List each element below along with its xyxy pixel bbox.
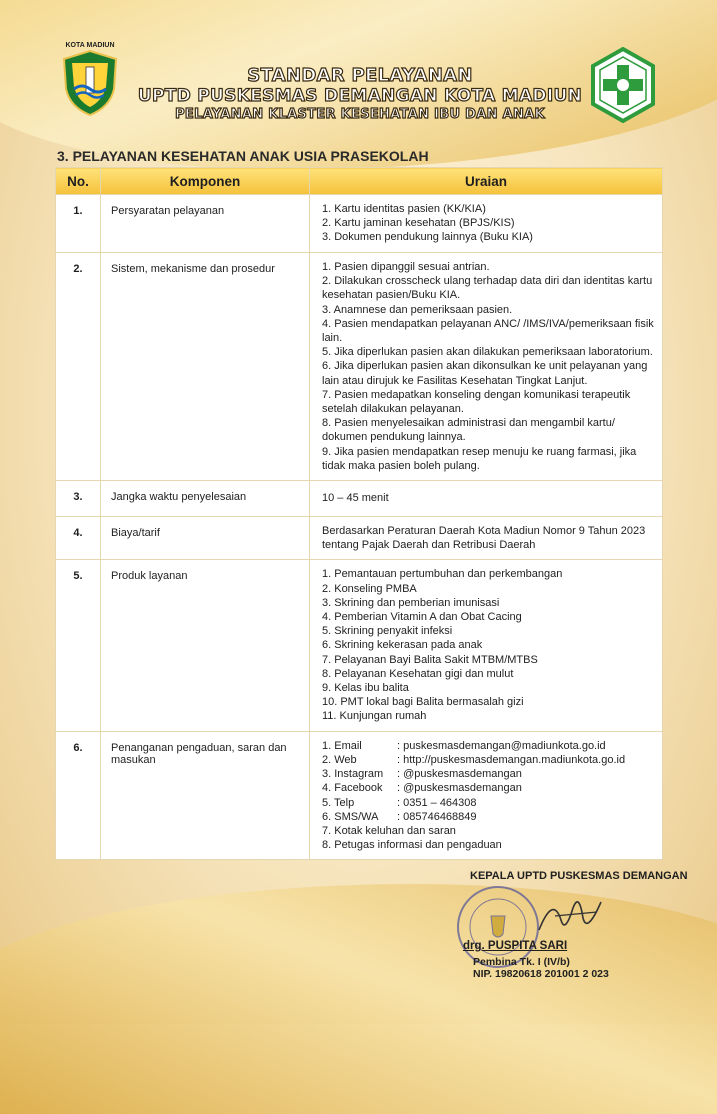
row-description — [310, 731, 663, 860]
logo-caption: KOTA MADIUN — [65, 42, 115, 49]
list-item: 9. Jika pasien mendapatkan resep menuju ke ruang farmasi, jika tidak maka pasien boleh pulang. — [322, 445, 637, 472]
contact-list — [322, 739, 656, 824]
column-header-komponen: Komponen — [101, 168, 310, 195]
list-item: 5. Jika diperlukan pasien akan dilakukan pemeriksaan laboratorium. — [322, 346, 653, 359]
contact-label-instagram: 3. Instagram — [322, 768, 384, 781]
list-item: 10. PMT lokal bagi Balita bermasalah gizi — [322, 696, 524, 709]
contact-label-smswa: 6. SMS/WA — [322, 810, 379, 823]
contact-label-telp: 5. Telp — [322, 796, 355, 809]
row-number: 6. — [56, 731, 101, 860]
row-number: 2. — [56, 253, 101, 481]
table-row — [56, 731, 663, 860]
list-item: 4. Pemberian Vitamin A dan Obat Cacing — [322, 611, 522, 624]
crest-icon — [60, 49, 120, 117]
table-header-row — [56, 168, 663, 195]
column-header-uraian: Uraian — [310, 168, 663, 195]
list-item: 5. Skrining penyakit infeksi — [322, 625, 453, 638]
list-item: 3. Dokumen pendukung lainnya (Buku KIA) — [322, 231, 533, 244]
contact-label-web: 2. Web — [322, 753, 357, 766]
row-description — [310, 253, 663, 481]
row-component: Produk layanan — [101, 560, 310, 731]
list-item: 6. Jika diperlukan pasien akan dikonsulkan ke unit pelayanan yang lain atau dirujuk ke Fasilitas Kesehatan Tingkat Lanjut. — [322, 360, 648, 387]
list-item: 3. Skrining dan pemberian imunisasi — [322, 596, 500, 609]
row-component: Persyaratan pelayanan — [101, 195, 310, 253]
list-item: 1. Pemantauan pertumbuhan dan perkembangan — [322, 568, 563, 581]
row-description — [310, 517, 663, 560]
puskesmas-logo — [590, 47, 656, 123]
row-component: Sistem, mekanisme dan prosedur — [101, 253, 310, 481]
list-item: 2. Dilakukan crosscheck ulang terhadap data diri dan identitas kartu kesehatan pasien/Buku KIA. — [322, 275, 653, 302]
list-item: 8. Pelayanan Kesehatan gigi dan mulut — [322, 667, 514, 680]
signatory-nip: NIP. 19820618 201001 2 023 — [473, 968, 609, 980]
list-item: 1. Pasien dipanggil sesuai antrian. — [322, 261, 490, 273]
institution-title: UPTD PUSKESMAS DEMANGAN KOTA MADIUN — [137, 85, 583, 106]
row-component: Biaya/tarif — [101, 517, 310, 560]
service-standard-table — [55, 167, 663, 860]
signature-block — [455, 870, 695, 980]
list-item: 10 – 45 menit — [322, 492, 389, 505]
signatory-name: drg. PUSPITA SARI — [463, 940, 568, 952]
list-item: 7. Kotak keluhan dan saran — [322, 824, 456, 837]
puskesmas-cross-icon — [590, 47, 656, 123]
cluster-title: PELAYANAN KLASTER KESEHATAN IBU DAN ANAK — [175, 107, 545, 123]
section-title: 3. PELAYANAN KESEHATAN ANAK USIA PRASEKOLAH — [57, 148, 429, 164]
row-component: Penanganan pengaduan, saran dan masukan — [101, 731, 310, 860]
column-header-no: No. — [56, 168, 101, 195]
list-item: 3. Anamnese dan pemeriksaan pasien. — [322, 303, 513, 316]
list-item: 9. Kelas ibu balita — [322, 682, 409, 695]
kota-madiun-logo — [60, 42, 120, 120]
handwritten-signature — [535, 890, 605, 940]
row-description — [310, 195, 663, 253]
row-number: 3. — [56, 481, 101, 517]
signatory-rank: Pembina Tk. I (IV/b) — [473, 956, 570, 968]
list-item: Berdasarkan Peraturan Daerah Kota Madiun Nomor 9 Tahun 2023 tentang Pajak Daerah dan Retribusi Daerah — [322, 525, 646, 552]
row-description — [310, 560, 663, 731]
list-item: 11. Kunjungan rumah — [322, 710, 427, 723]
contact-value-facebook: : @puskesmasdemangan — [397, 782, 522, 795]
row-number: 5. — [56, 560, 101, 731]
contact-label-email: 1. Email — [322, 739, 362, 752]
contact-value-web: : http://puskesmasdemangan.madiunkota.go.id — [397, 753, 626, 766]
signatory-office: KEPALA UPTD PUSKESMAS DEMANGAN — [470, 870, 688, 882]
header-titles — [130, 66, 590, 123]
table-row — [56, 517, 663, 560]
contact-value-telp: : 0351 – 464308 — [397, 796, 477, 809]
table-row — [56, 481, 663, 517]
list-item: 6. Skrining kekerasan pada anak — [322, 639, 483, 652]
list-item: 7. Pelayanan Bayi Balita Sakit MTBM/MTBS — [322, 653, 538, 666]
contact-value-instagram: : @puskesmasdemangan — [397, 768, 522, 781]
main-title: STANDAR PELAYANAN — [247, 65, 473, 86]
row-component: Jangka waktu penyelesaian — [101, 481, 310, 517]
list-item: 7. Pasien medapatkan konseling dengan komunikasi terapeutik setelah dilakukan pelayanan. — [322, 388, 631, 416]
row-description — [310, 481, 663, 517]
list-item: 1. Kartu identitas pasien (KK/KIA) — [322, 203, 486, 215]
list-item: 4. Pasien mendapatkan pelayanan ANC/ /IMS/IVA/pemeriksaan fisik lain. — [322, 317, 654, 345]
table-row — [56, 195, 663, 253]
row-number: 1. — [56, 195, 101, 253]
contact-value-smswa: : 085746468849 — [397, 810, 477, 823]
contact-value-email: : puskesmasdemangan@madiunkota.go.id — [397, 739, 606, 752]
background-swoosh-bottom — [0, 884, 717, 1114]
list-item: 8. Pasien menyelesaikan administrasi dan mengambil kartu/ dokumen pendukung lainnya. — [322, 417, 615, 444]
list-item: 2. Konseling PMBA — [322, 582, 417, 595]
contact-label-facebook: 4. Facebook — [322, 782, 383, 795]
list-item: 2. Kartu jaminan kesehatan (BPJS/KIS) — [322, 217, 515, 230]
row-number: 4. — [56, 517, 101, 560]
list-item: 8. Petugas informasi dan pengaduan — [322, 839, 502, 852]
table-row — [56, 560, 663, 731]
table-row — [56, 253, 663, 481]
